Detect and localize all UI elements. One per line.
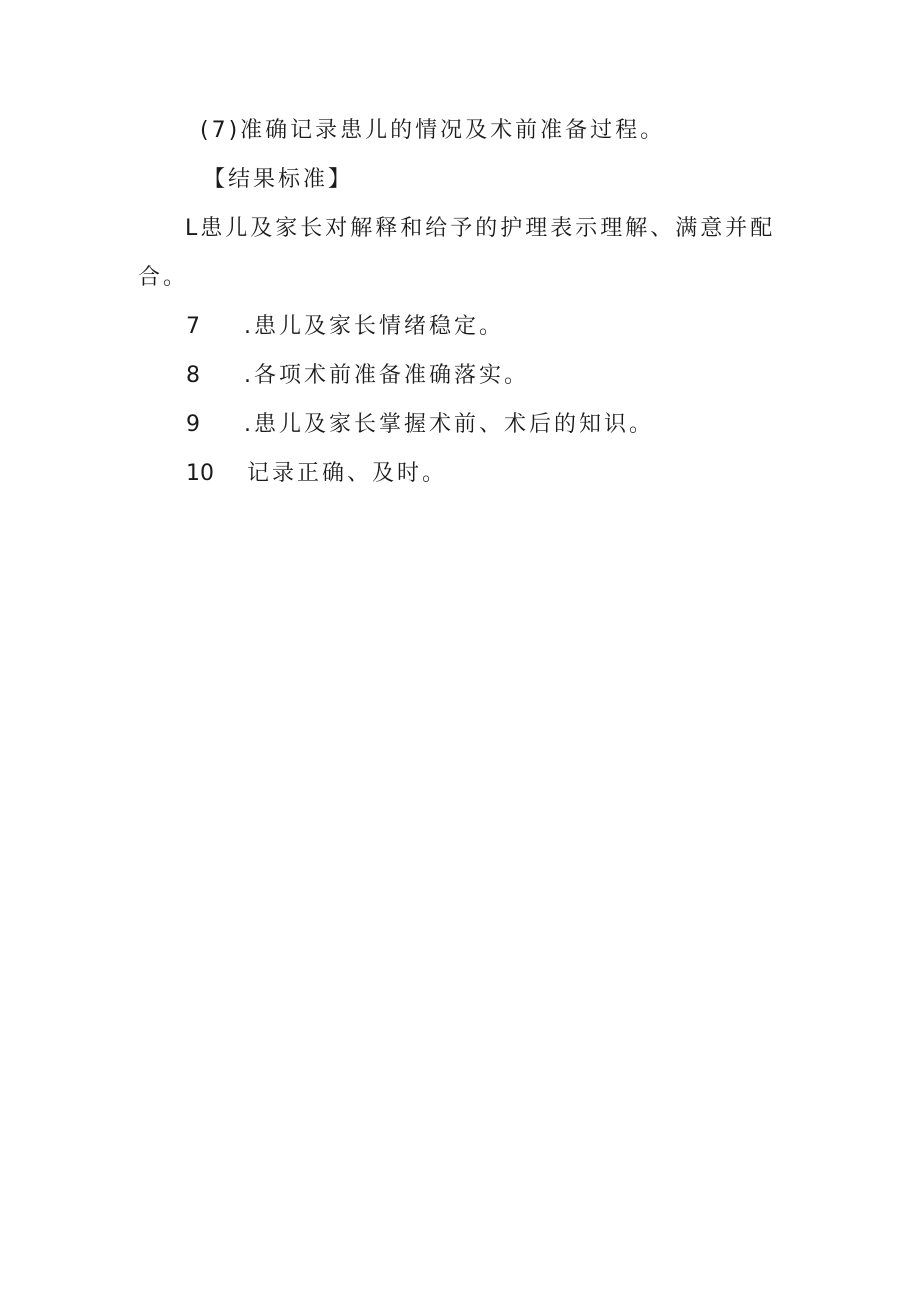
result-item-text: .患儿及家长情绪稳定。: [244, 314, 504, 339]
result-item-L-continued: 合。: [138, 265, 189, 290]
result-item-L: L患儿及家长对解释和给予的护理表示理解、满意并配: [185, 216, 776, 241]
paragraph-step-7: (7)准确记录患儿的情况及术前准备过程。: [200, 118, 666, 143]
section-heading: 【结果标准】: [203, 167, 354, 192]
result-item-text: .各项术前准备准确落实。: [244, 363, 529, 388]
result-item-text: 记录正确、及时。: [247, 461, 448, 486]
result-item-number: 7: [186, 314, 200, 339]
result-item-text: .患儿及家长掌握术前、术后的知识。: [244, 412, 654, 437]
result-item-number: 9: [186, 412, 200, 437]
result-item-number: 10: [186, 461, 214, 486]
result-item-number: 8: [186, 363, 200, 388]
